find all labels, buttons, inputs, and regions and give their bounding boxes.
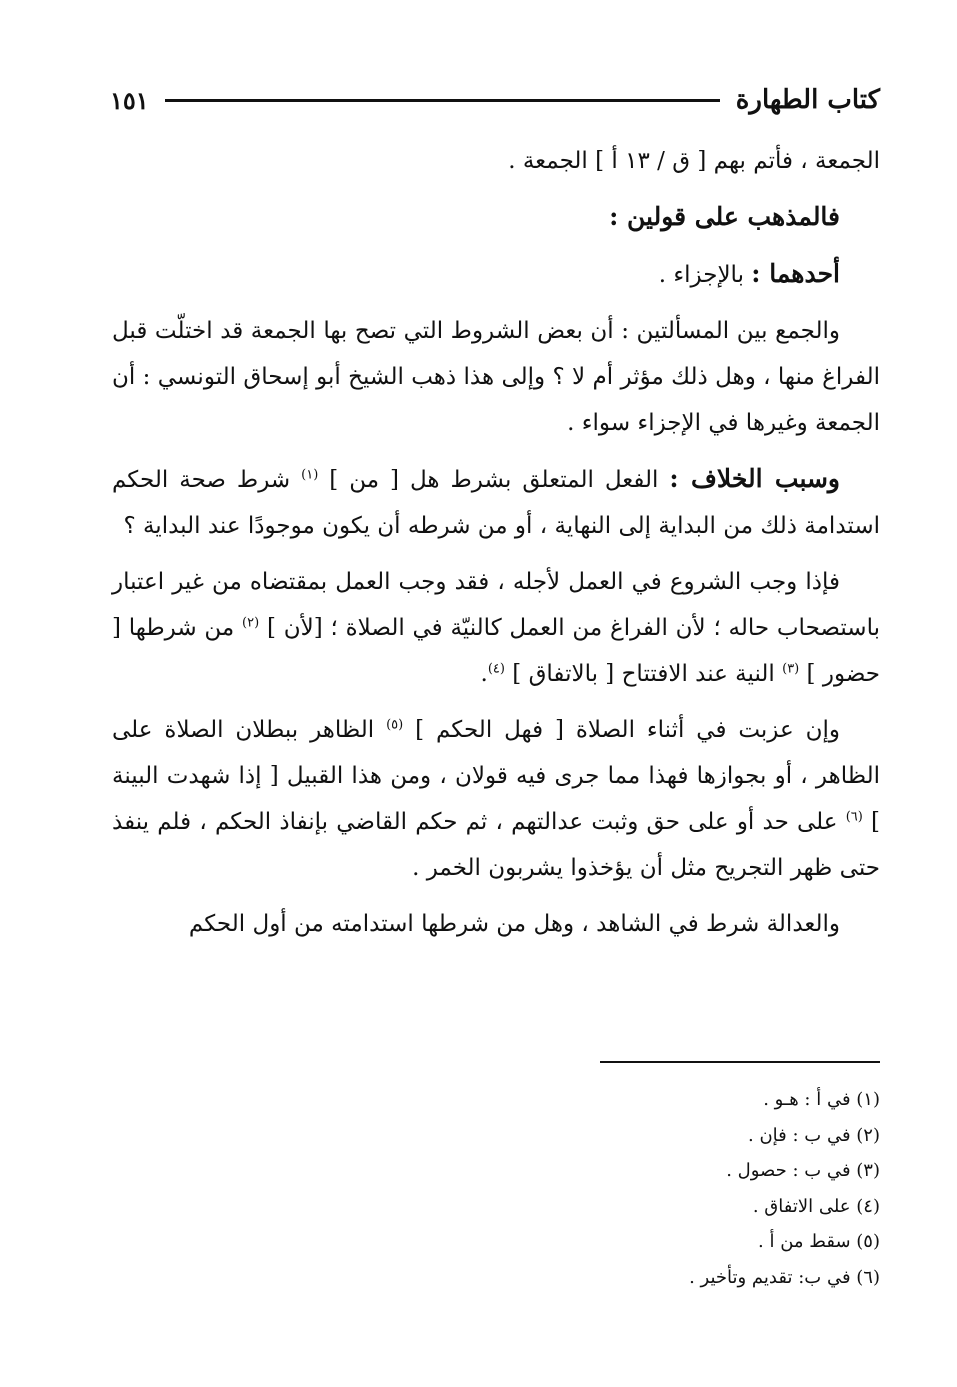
footnote-ref-5: (٥)	[386, 717, 404, 733]
paragraph-3-heading: أحدهما :	[751, 259, 840, 288]
paragraph-4-text: والجمع بين المسألتين : أن بعض الشروط التي تصح بها الجمعة قد اختلّت قبل الفراغ منها ، وهل ذلك مؤثر أم لا ؟ وإلى هذا ذهب الشيخ أبو إسحاق التونسي : أن الجمعة وغيرها في الإجزاء سواء .	[112, 318, 880, 436]
footnotes	[560, 1082, 880, 1295]
paragraph-7	[112, 707, 880, 891]
footnote-2: (٢) في ب : فإن .	[748, 1124, 880, 1146]
paragraph-3	[112, 251, 880, 298]
footnote-separator	[600, 1061, 880, 1063]
footnote-3: (٣) في ب : حصول .	[726, 1160, 880, 1181]
paragraph-5-text-a: الفعل المتعلق بشرط هل [ من ]	[318, 467, 670, 493]
footnote-5: (٥) سقط من أ .	[758, 1231, 880, 1252]
paragraph-7-text-a: وإن عزبت في أثناء الصلاة [ فهل الحكم ]	[403, 717, 840, 743]
paragraph-4	[112, 308, 880, 446]
paragraph-2	[112, 194, 880, 241]
paragraph-7-text-b: الظاهر ببطلان الصلاة على الظاهر ، أو بجوازها فهذا مما جرى فيه قولان ، ومن هذا القبيل [ إذا شهدت البينة ]	[112, 717, 880, 835]
footnote-ref-4: (٤)	[487, 661, 505, 677]
header-rule	[165, 99, 720, 102]
chapter-title: كتاب الطهارة	[735, 85, 880, 115]
paragraph-1-text: الجمعة ، فأتم بهم [ ق / ١٣ أ ] الجمعة .	[508, 148, 880, 174]
paragraph-6-text-a: فإذا وجب الشروع في العمل لأجله ، فقد وجب العمل بمقتضاه من غير اعتبار باستصحاب حاله ؛ لأن الفراغ من العمل كالنيّة في الصلاة ؛ [لأن ]	[112, 569, 880, 641]
paragraph-6	[112, 559, 880, 697]
paragraph-8	[112, 901, 880, 947]
footnote-ref-2: (٢)	[242, 615, 260, 631]
footnote-6: (٦) في ب: تقديم وتأخير .	[689, 1266, 880, 1288]
footnote-4: (٤) على الاتفاق .	[752, 1195, 880, 1217]
page-header	[110, 80, 880, 120]
footnote-ref-1: (١)	[301, 467, 319, 483]
footnote-ref-6: (٦)	[845, 809, 863, 825]
paragraph-8-text: والعدالة شرط في الشاهد ، وهل من شرطها استدامته من أول الحكم	[188, 911, 840, 937]
page-number: ١٥١	[110, 85, 149, 115]
paragraph-1	[112, 138, 880, 184]
paragraph-5-text-b: شرط صحة الحكم استدامة ذلك من البداية إلى النهاية ، أو من شرطه أن يكون موجودًا عند البداية ؟	[112, 467, 880, 539]
paragraph-2-heading: فالمذهب على قولين :	[609, 202, 840, 231]
paragraph-7-text-c: على حد أو على حق وثبت عدالتهم ، ثم حكم القاضي بإنفاذ الحكم ، فلم ينفذ حتى ظهر التجريح مثل أن يؤخذوا يشربون الخمر .	[112, 809, 880, 881]
main-text	[112, 138, 880, 957]
paragraph-6-text-c: النية عند الافتتاح [ بالاتفاق ]	[504, 661, 783, 687]
footnote-1: (١) في أ : هـو .	[763, 1089, 880, 1110]
paragraph-3-text: بالإجزاء .	[658, 262, 752, 288]
paragraph-6-text-b: من شرطها [ حضور ]	[112, 615, 880, 687]
paragraph-5	[112, 456, 880, 549]
paragraph-5-heading: وسبب الخلاف :	[669, 464, 841, 493]
footnote-ref-3: (٣)	[782, 661, 800, 677]
paragraph-6-text-d: .	[480, 661, 488, 687]
